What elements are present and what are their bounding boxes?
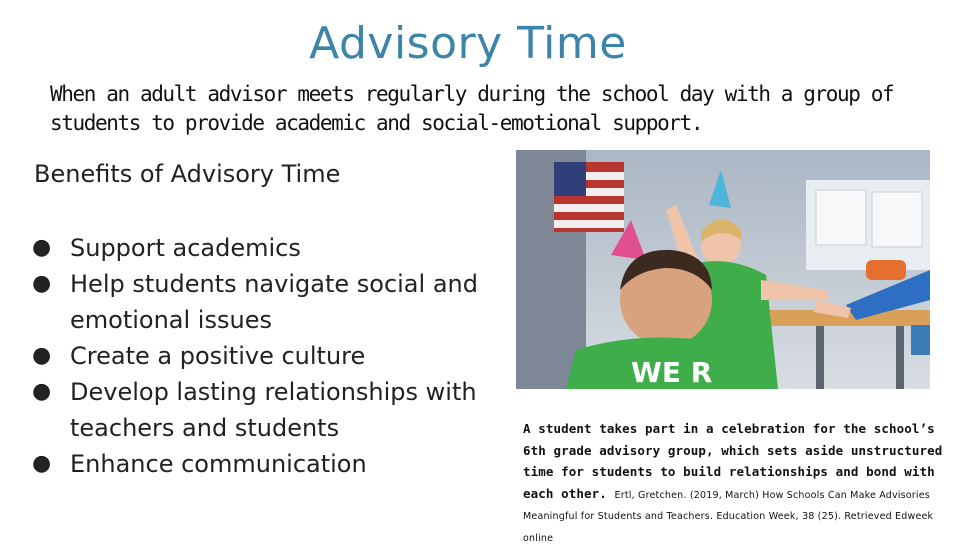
list-item [30,338,500,374]
list-item [30,374,500,446]
list-item-text: Create a positive culture [70,342,366,370]
intro-text: When an adult advisor meets regularly during the school day with a group of students to provide academic and social-emotional support. [50,82,894,135]
list-item [30,446,500,482]
classroom-photo [516,150,930,389]
benefits-heading: Benefits of Advisory Time [34,160,341,188]
list-item [30,230,500,266]
slide-title: Advisory Time [309,18,627,69]
list-item-text: Support academics [70,234,301,262]
shirt-text: WE R [631,356,713,389]
list-item-text: Help students navigate social and emotional issues [70,270,478,334]
photo-caption [523,418,953,547]
list-item-text: Develop lasting relationships with teachers and students [70,378,477,442]
bullet-icon: ● [32,235,52,260]
caption-text: A student takes part in a celebration for the school’s 6th grade advisory group, which sets aside unstructured time for students to build relationships and bond with each other. [523,421,943,501]
bullet-icon: ● [32,379,52,404]
benefits-list [30,230,500,482]
list-item [30,266,500,338]
citation-text: Ertl, Gretchen. (2019, March) How Schools Can Make Advisories Meaningful for Students and Teachers. Education Week, 38 (25). Retrieved Edweek online [523,489,934,544]
bullet-icon: ● [32,271,52,296]
list-item-text: Enhance communication [70,450,367,478]
bullet-icon: ● [32,451,52,476]
bullet-icon: ● [32,343,52,368]
